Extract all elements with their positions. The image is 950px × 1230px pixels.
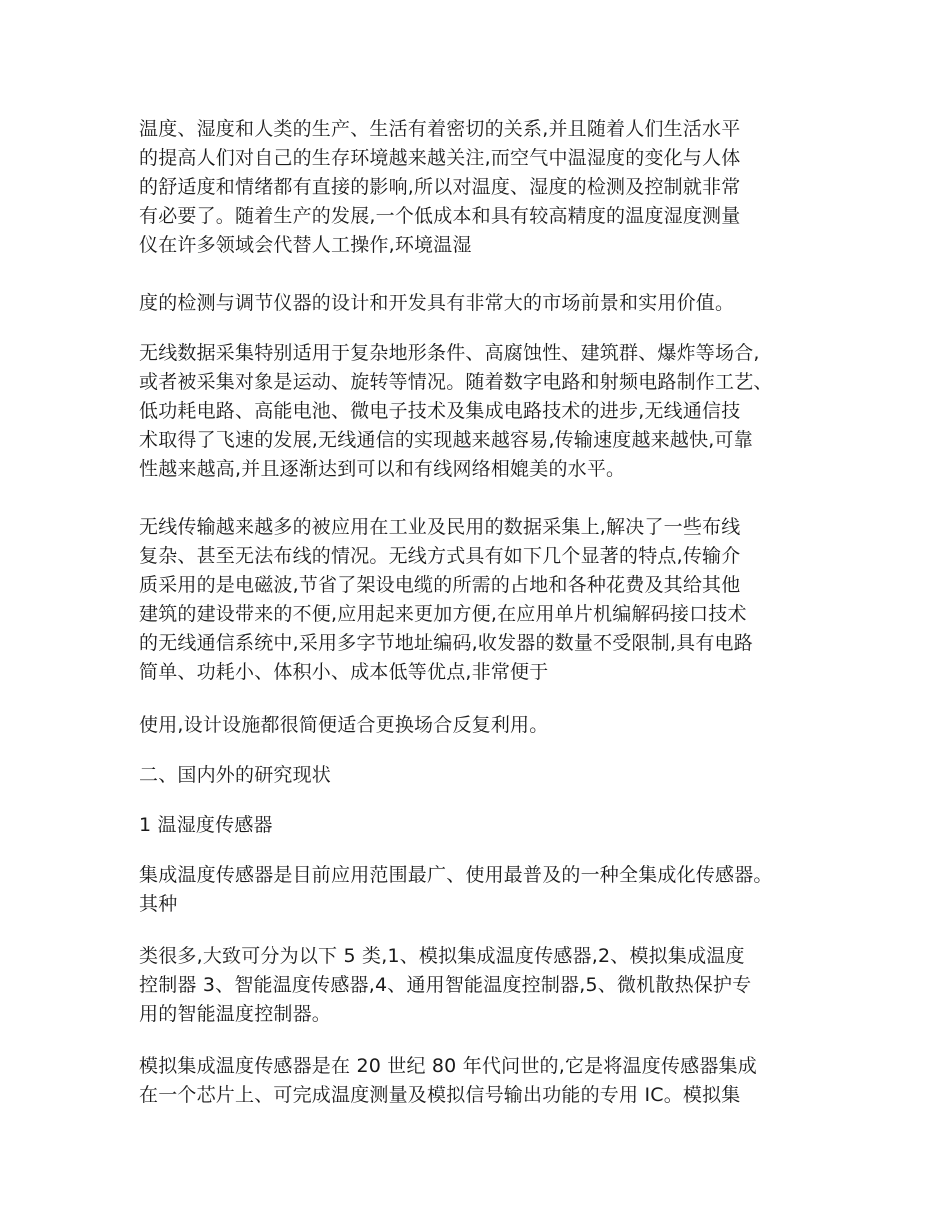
text-line: 在一个芯片上、可完成温度测量及模拟信号输出功能的专用 IC。模拟集 <box>139 1084 741 1106</box>
heading-text: 1 温湿度传感器 <box>139 814 273 836</box>
text-line: 其种 <box>139 893 178 915</box>
text-line: 的提高人们对自己的生存环境越来越关注,而空气中温湿度的变化与人体 <box>139 147 741 169</box>
subsection-heading <box>139 811 829 840</box>
paragraph-sensor-types <box>139 942 829 1029</box>
text-line: 控制器 3、智能温度传感器,4、通用智能温度控制器,5、微机散热保护专 <box>139 974 752 996</box>
text-line: 无线数据采集特别适用于复杂地形条件、高腐蚀性、建筑群、爆炸等场合, <box>139 342 760 364</box>
paragraph-analog-sensor <box>139 1052 829 1110</box>
paragraph-intro <box>139 115 829 260</box>
text-line: 或者被采集对象是运动、旋转等情况。随着数字电路和射频电路制作工艺、 <box>139 371 773 393</box>
text-line: 类很多,大致可分为以下 5 类,1、模拟集成温度传感器,2、模拟集成温度 <box>139 945 745 967</box>
text-line: 模拟集成温度传感器是在 20 世纪 80 年代问世的,它是将温度传感器集成 <box>139 1055 757 1077</box>
text-line: 温度、湿度和人类的生产、生活有着密切的关系,并且随着人们生活水平 <box>139 118 741 140</box>
text-line: 使用,设计设施都很简便适合更换场合反复利用。 <box>139 714 549 736</box>
text-line: 的舒适度和情绪都有直接的影响,所以对温度、湿度的检测及控制就非常 <box>139 176 741 198</box>
paragraph-wireless-transmission <box>139 513 829 687</box>
paragraph-usage <box>139 711 829 740</box>
text-line: 质采用的是电磁波,节省了架设电缆的所需的占地和各种花费及其给其他 <box>139 574 741 596</box>
text-line: 用的智能温度控制器。 <box>139 1003 332 1025</box>
text-line: 集成温度传感器是目前应用范围最广、使用最普及的一种全集成化传感器。 <box>139 864 773 886</box>
heading-text: 二、国内外的研究现状 <box>139 764 332 786</box>
paragraph-wireless-acquisition <box>139 339 829 484</box>
paragraph-market <box>139 289 829 318</box>
text-line: 性越来越高,并且逐渐达到可以和有线网络相媲美的水平。 <box>139 458 626 480</box>
text-line: 低功耗电路、高能电池、微电子技术及集成电路技术的进步,无线通信技 <box>139 400 741 422</box>
text-line: 简单、功耗小、体积小、成本低等优点,非常便于 <box>139 661 549 683</box>
text-line: 的无线通信系统中,采用多字节地址编码,收发器的数量不受限制,具有电路 <box>139 632 753 654</box>
text-line: 术取得了飞速的发展,无线通信的实现越来越容易,传输速度越来越快,可靠 <box>139 429 753 451</box>
paragraph-integrated-sensor <box>139 861 829 919</box>
section-heading <box>139 761 829 790</box>
text-line: 复杂、甚至无法布线的情况。无线方式具有如下几个显著的特点,传输介 <box>139 545 741 567</box>
text-line: 建筑的建设带来的不便,应用起来更加方便,在应用单片机编解码接口技术 <box>139 603 747 625</box>
text-line: 有必要了。随着生产的发展,一个低成本和具有较高精度的温度湿度测量 <box>139 205 741 227</box>
text-line: 仪在许多领域会代替人工操作,环境温湿 <box>139 234 472 256</box>
text-line: 无线传输越来越多的被应用在工业及民用的数据采集上,解决了一些布线 <box>139 516 741 538</box>
text-line: 度的检测与调节仪器的设计和开发具有非常大的市场前景和实用价值。 <box>139 292 735 314</box>
